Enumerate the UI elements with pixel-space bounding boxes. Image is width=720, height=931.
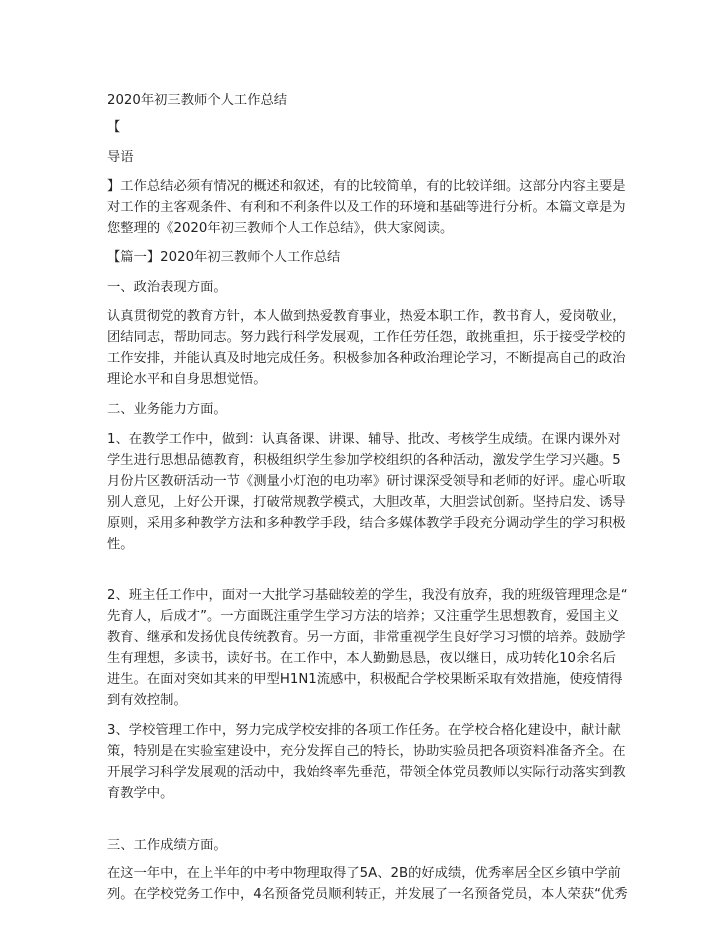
text-line: 对工作的主客观条件、有利和不利条件以及工作的环境和基础等进行分析。本篇文章是为 xyxy=(107,200,626,215)
text-line: 先育人，后成才”。一方面既注重学生学习方法的培养；又注重学生思想教育，爱国主义 xyxy=(107,609,620,624)
text-line: 原则，采用多种教学方法和多种教学手段，结合多媒体教学手段充分调动学生的学习积极 xyxy=(107,516,626,531)
section3-paragraph xyxy=(107,863,647,905)
text-line: 团结同志，帮助同志。努力践行科学发展观，工作任劳任怨，敢挑重担，乐于接受学校的 xyxy=(107,330,626,345)
text-line: 性。 xyxy=(107,537,134,552)
section3-heading: 三、工作成绩方面。 xyxy=(107,838,227,853)
section2-item1 xyxy=(107,429,647,555)
text-line: 您整理的《2020年初三教师个人工作总结》，供大家阅读。 xyxy=(107,221,454,236)
bracket-open: 【 xyxy=(107,120,121,135)
intro-paragraph xyxy=(107,176,647,239)
text-line: 学生进行思想品德教育，积极组织学生参加学校组织的各种活动，激发学生学习兴趣。5 xyxy=(107,453,621,468)
text-line: 进生。在面对突如其来的甲型H1N1流感中，积极配合学校果断采取有效措施，使疫情得 xyxy=(107,672,623,687)
text-line: 策，特别是在实验室建设中，充分发挥自己的特长，协助实验员把各项资料准备齐全。在 xyxy=(107,744,626,759)
text-line: 到有效控制。 xyxy=(107,693,187,708)
part-heading: 【篇一】2020年初三教师个人工作总结 xyxy=(107,250,341,265)
text-line: 在这一年中，在上半年的中考中物理取得了5A、2B的好成绩，优秀率居全区乡镇中学前 xyxy=(107,866,621,881)
lead-label: 导语 xyxy=(107,150,134,165)
text-line: 认真贯彻党的教育方针，本人做到热爱教育事业，热爱本职工作，教书育人，爱岗敬业， xyxy=(107,309,626,324)
text-line: 】工作总结必须有情况的概述和叙述，有的比较简单，有的比较详细。这部分内容主要是 xyxy=(107,179,626,194)
text-line: 3、学校管理工作中，努力完成学校安排的各项工作任务。在学校合格化建设中，献计献 xyxy=(107,723,621,738)
text-line: 生有理想，多读书，读好书。在工作中，本人勤勤恳恳，夜以继日，成功转化10余名后 xyxy=(107,651,616,666)
section2-item2 xyxy=(107,585,647,711)
text-line: 教育、继承和发扬优良传统教育。另一方面，非常重视学生良好学习习惯的培养。鼓励学 xyxy=(107,630,626,645)
text-line: 工作安排，并能认真及时地完成任务。积极参加各种政治理论学习，不断提高自己的政治 xyxy=(107,351,626,366)
section1-heading: 一、政治表现方面。 xyxy=(107,280,227,295)
text-line: 开展学习科学发展观的活动中，我始终率先垂范，带领全体党员教师以实际行动落实到教 xyxy=(107,765,626,780)
text-line: 别人意见，上好公开课，打破常规教学模式，大胆改革，大胆尝试创新。坚持启发、诱导 xyxy=(107,495,626,510)
document-title: 2020年初三教师个人工作总结 xyxy=(107,93,288,108)
text-line: 1、在教学工作中，做到：认真备课、讲课、辅导、批改、考核学生成绩。在课内课外对 xyxy=(107,432,621,447)
section1-paragraph xyxy=(107,306,647,390)
text-line: 月份片区教研活动一节《测量小灯泡的电功率》研讨课深受领导和老师的好评。虚心听取 xyxy=(107,474,626,489)
text-line: 理论水平和自身思想觉悟。 xyxy=(107,372,267,387)
text-line: 列。在学校党务工作中，4名预备党员顺利转正，并发展了一名预备党员，本人荣获“优秀 xyxy=(107,887,628,902)
section2-item3 xyxy=(107,720,647,804)
text-line: 2、班主任工作中，面对一大批学习基础较差的学生，我没有放弃，我的班级管理理念是“ xyxy=(107,588,628,603)
text-line: 育教学中。 xyxy=(107,786,174,801)
section2-heading: 二、业务能力方面。 xyxy=(107,402,227,417)
